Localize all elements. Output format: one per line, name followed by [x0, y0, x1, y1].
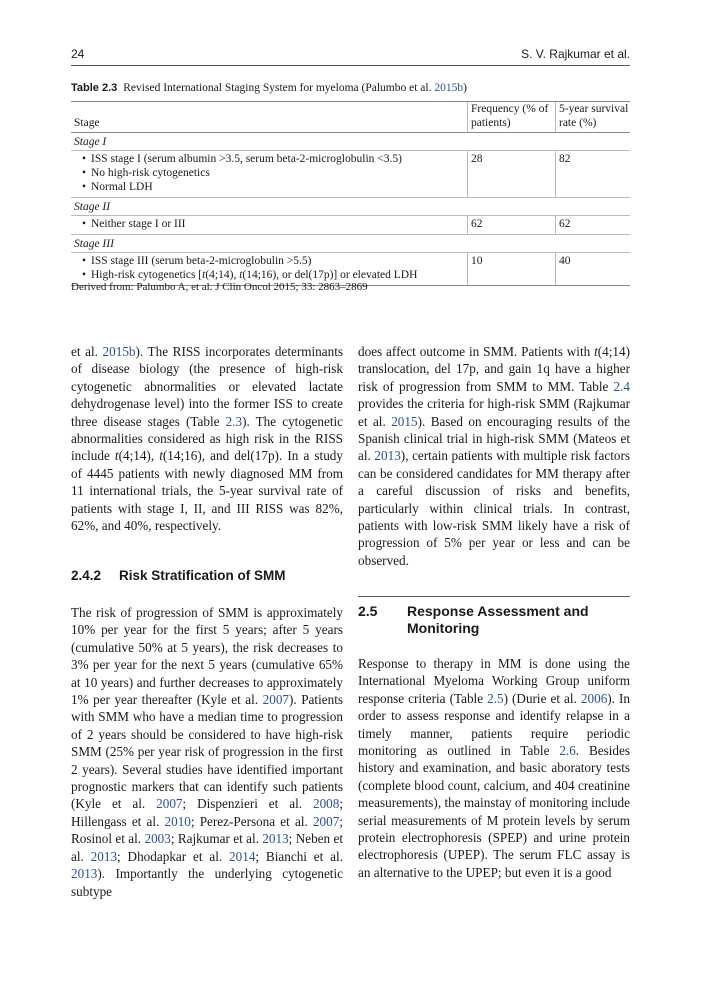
citation-link[interactable]: 2008	[312, 796, 340, 812]
table-row	[71, 151, 630, 198]
frequency-cell: 62	[468, 216, 556, 235]
table-link[interactable]: 2.5	[487, 690, 504, 706]
citation-link[interactable]: 2014	[229, 848, 256, 864]
stage-criteria	[71, 216, 468, 235]
body-paragraph: Response to therapy in MM is done using the International Myeloma Working Group uniform response criteria (Table 2.5) (Durie et al. 2006). In order to assess response and identify relapse in a timely manner, patients require periodic monitoring as outlined in Table 2.6. Besides history and examination, and basic aboratory tests (complete blood count, calcium, and 404 creatinine measurements), the mainstay of monitoring include serial measurements of M protein levels by serum protein electrophoresis (SPEP) and urine protein electrophoresis (UPEP). The serum FLC assay is an alternative to the UPEP; but even it is a good	[358, 656, 630, 880]
section-number: 2.4.2	[71, 568, 102, 583]
right-column-bottom	[358, 655, 630, 881]
left-column-top	[71, 343, 343, 534]
table-header-row	[71, 102, 630, 133]
citation-link[interactable]: 2013	[71, 866, 98, 882]
stage-section-row	[71, 198, 630, 216]
frequency-cell: 28	[468, 151, 556, 198]
citation-link[interactable]: 2013	[262, 831, 289, 847]
section-number: 2.5	[358, 603, 378, 619]
criteria-item: • Normal LDH	[82, 180, 467, 194]
citation-link[interactable]: 2006	[580, 690, 608, 706]
criteria-item: • ISS stage III (serum beta-2-microglobulin >5.5)	[82, 254, 467, 268]
stage-section-title: Stage III	[71, 235, 630, 253]
stage-section-row	[71, 133, 630, 151]
criteria-item: • Neither stage I or III	[82, 217, 467, 231]
survival-cell: 62	[556, 216, 631, 235]
table-row	[71, 216, 630, 235]
stage-section-title: Stage II	[71, 198, 630, 216]
citation-link[interactable]: 2010	[164, 813, 191, 829]
section-title: Risk Stratification of SMM	[119, 568, 286, 583]
citation-link[interactable]: 2015	[391, 413, 418, 429]
running-authors: S. V. Rajkumar et al.	[521, 47, 630, 61]
body-paragraph: does affect outcome in SMM. Patients with t(4;14) translocation, del 17p, and gain 1q have a higher risk of progression from SMM to MM. Table 2.4 provides the criteria for high-risk SMM (Rajkumar et al. 2015). Based on encouraging results of the Spanish clinical trial in high-risk SMM (Mateos et al. 2013), certain patients with multiple risk factors can be considered candidates for MM therapy after a careful discussion of risks and benefits, particularly within clinical trials. In contrast, patients with low-risk SMM likely have a risk of progression of 5% per year or less and can be observed.	[358, 344, 630, 568]
citation-link[interactable]: 2015b	[434, 82, 464, 94]
stage-criteria	[71, 151, 468, 198]
right-column-top	[358, 343, 630, 569]
survival-cell: 82	[556, 151, 631, 198]
criteria-item: • High-risk cytogenetics [t(4;14), t(14;16), or del(17p)] or elevated LDH	[82, 268, 467, 282]
body-paragraph: et al. 2015b). The RISS incorporates determinants of disease biology (the presence of high-risk cytogenetic abnormalities or elevated lactate dehydrogenase level) into the former ISS to create three disease stages (Table 2.3). The cytogenetic abnormalities considered as high risk in the RISS include t(4;14), t(14;16), and del(17p). In a study of 4445 patients with newly diagnosed MM from 11 international trials, the 5-year survival rate of patients with stage I, II, and III RISS was 82%, 62%, and 40%, respectively.	[71, 344, 344, 534]
left-column-bottom	[71, 604, 343, 900]
table-link[interactable]: 2.3	[225, 413, 243, 429]
riss-table	[71, 101, 630, 286]
citation-link[interactable]: 2007	[312, 813, 340, 829]
stage-section-row	[71, 235, 630, 253]
citation-link[interactable]: 2007	[156, 796, 183, 812]
section-title: Response Assessment and Monitoring	[407, 603, 589, 636]
citation-link[interactable]: 2003	[144, 831, 171, 847]
running-header	[71, 47, 630, 66]
body-paragraph: The risk of progression of SMM is approximately 10% per year for the first 5 years; after 5 years (cumulative 50% at 5 years), the risk decreases to 3% per year for the next 5 years (cumulative 65% at 10 years) and further decreases to approximately 1% per year thereafter (Kyle et al. 2007). Patients with SMM who have a median time to progression of 2 years should be considered to have high-risk SMM (25% per year risk of progression in the first 2 years). Several studies have identified important prognostic markers that can identify such patients (Kyle et al. 2007; Dispenzieri et al. 2008; Hillengass et al. 2010; Perez-Persona et al. 2007; Rosinol et al. 2003; Rajkumar et al. 2013; Neben et al. 2013; Dhodapkar et al. 2014; Bianchi et al. 2013). Importantly the underlying cytogenetic subtype	[71, 605, 344, 899]
criteria-item: • ISS stage I (serum albumin >3.5, serum beta-2-microglobulin <3.5)	[82, 152, 467, 166]
column-header-survival: 5-year survival rate (%)	[556, 102, 631, 133]
page-number: 24	[71, 47, 85, 61]
section-heading-2-4-2	[71, 568, 286, 583]
stage-section-title: Stage I	[71, 133, 630, 151]
table-link[interactable]: 2.6	[559, 743, 576, 759]
frequency-cell: 10	[468, 253, 556, 286]
citation-link[interactable]: 2013	[90, 848, 118, 864]
citation-link[interactable]: 2015b	[102, 344, 136, 359]
survival-cell: 40	[556, 253, 631, 286]
citation-link[interactable]: 2013	[374, 448, 401, 464]
table-footnote: Derived from: Palumbo A, et al. J Clin Oncol 2015; 33: 2863–2869	[71, 281, 368, 293]
table-link[interactable]: 2.4	[613, 378, 630, 394]
column-header-frequency: Frequency (% of patients)	[468, 102, 556, 133]
column-header-stage: Stage	[71, 102, 468, 133]
section-divider	[358, 596, 630, 597]
citation-link[interactable]: 2007	[262, 692, 290, 708]
table-label: Table 2.3	[71, 82, 118, 94]
criteria-item: • No high-risk cytogenetics	[82, 166, 467, 180]
table-caption: Table 2.3 Revised International Staging System for myeloma (Palumbo et al. 2015b)	[71, 82, 467, 94]
